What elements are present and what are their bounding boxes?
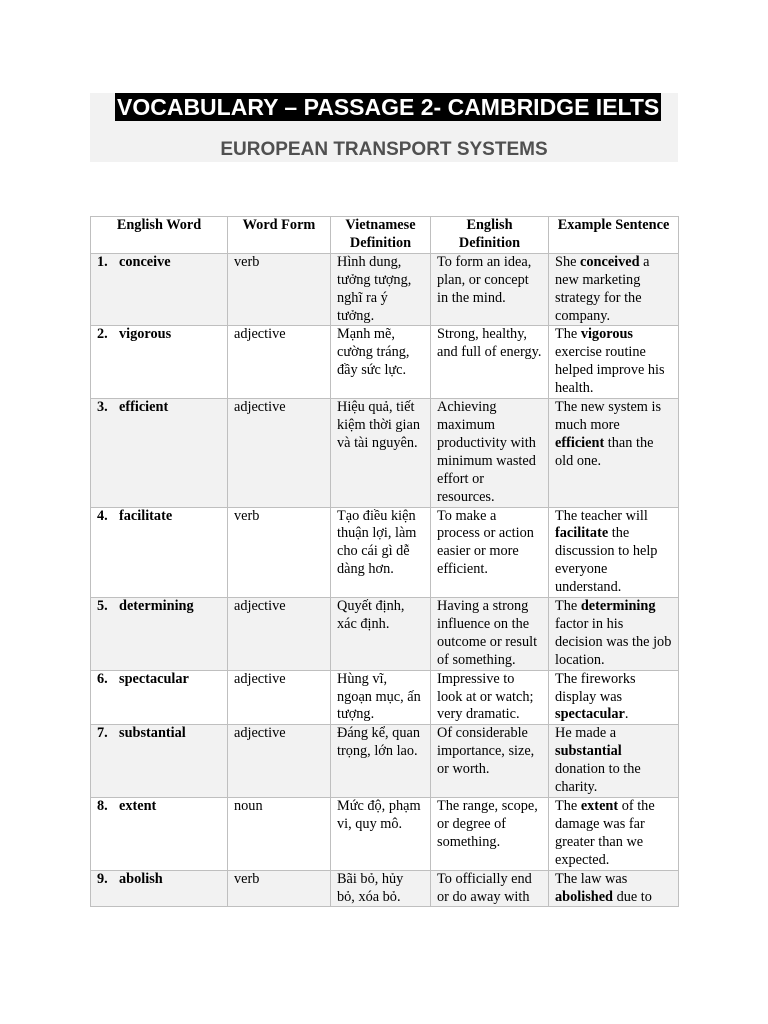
row-number: 5. [97, 598, 108, 615]
vocab-word: efficient [119, 399, 169, 416]
example-highlight: conceived [580, 253, 640, 270]
row-number: 4. [97, 507, 108, 524]
row-number: 2. [97, 326, 108, 343]
example-text: The [555, 598, 581, 615]
word-form-cell: verb [228, 253, 331, 326]
vocab-word: substantial [119, 725, 186, 742]
word-form-cell: verb [228, 870, 331, 907]
document-title: VOCABULARY – PASSAGE 2- CAMBRIDGE IELTS [117, 94, 660, 120]
word-form-cell: adjective [228, 670, 331, 725]
english-definition-cell: The range, scope, or degree of something. [431, 798, 549, 871]
example-text: a new marketing strategy for the company. [555, 253, 650, 324]
example-text: donation to the charity. [555, 761, 641, 796]
example-sentence-cell [549, 253, 679, 326]
table-row [91, 253, 679, 326]
english-definition-cell: Achieving maximum productivity with minimum wasted effort or resources. [431, 399, 549, 507]
vocab-word: abolish [119, 870, 163, 887]
header-vietnamese-definition: Vietnamese Definition [331, 217, 431, 254]
document-subtitle: EUROPEAN TRANSPORT SYSTEMS [220, 139, 548, 160]
example-text: factor in his decision was the job location. [555, 615, 672, 668]
example-sentence-cell [549, 798, 679, 871]
header-english-definition: English Definition [431, 217, 549, 254]
vietnamese-definition-cell: Mức độ, phạm vi, quy mô. [331, 798, 431, 871]
example-text: She [555, 253, 581, 270]
vocabulary-table [90, 216, 679, 907]
row-number: 3. [97, 399, 108, 416]
example-text: due to [613, 888, 652, 905]
table-row [91, 725, 679, 798]
english-definition-cell: To form an idea, plan, or concept in the mind. [431, 253, 549, 326]
row-number: 9. [97, 870, 108, 887]
example-sentence-cell [549, 725, 679, 798]
example-text: than the old one. [555, 434, 654, 469]
vietnamese-definition-cell: Tạo điều kiện thuận lợi, làm cho cái gì dễ dàng hơn. [331, 507, 431, 598]
example-sentence-cell [549, 507, 679, 598]
word-cell [91, 507, 228, 598]
example-text: He made a [555, 725, 617, 742]
example-highlight: spectacular [555, 706, 625, 723]
example-text: The [555, 798, 581, 814]
example-text: The law was [555, 870, 628, 887]
vietnamese-definition-cell: Quyết định, xác định. [331, 598, 431, 671]
english-definition-cell: Of considerable importance, size, or worth. [431, 725, 549, 798]
example-sentence-cell [549, 326, 679, 399]
vocab-word: determining [119, 598, 194, 615]
vietnamese-definition-cell: Mạnh mẽ, cường tráng, đầy sức lực. [331, 326, 431, 399]
table-row [91, 798, 679, 871]
header-word-form: Word Form [228, 217, 331, 254]
row-number: 8. [97, 798, 108, 814]
english-definition-cell: Having a strong influence on the outcome or result of something. [431, 598, 549, 671]
word-form-cell: adjective [228, 725, 331, 798]
example-highlight: facilitate [555, 525, 609, 542]
example-highlight: extent [580, 798, 619, 814]
example-sentence-cell [549, 598, 679, 671]
word-cell [91, 326, 228, 399]
word-cell [91, 798, 228, 871]
english-definition-cell: Strong, healthy, and full of energy. [431, 326, 549, 399]
example-text: The teacher will [555, 507, 648, 524]
table-row [91, 670, 679, 725]
example-sentence-cell [549, 399, 679, 507]
vocab-word: conceive [119, 253, 171, 270]
example-text: the discussion to help everyone understand. [555, 525, 658, 596]
row-number: 7. [97, 725, 108, 742]
vietnamese-definition-cell: Hùng vĩ, ngoạn mục, ấn tượng. [331, 670, 431, 725]
word-form-cell: adjective [228, 598, 331, 671]
example-text: The [555, 326, 581, 343]
vocab-word: vigorous [119, 326, 172, 343]
word-form-cell: verb [228, 507, 331, 598]
row-number: 6. [97, 670, 108, 687]
word-form-cell: adjective [228, 399, 331, 507]
table-row [91, 507, 679, 598]
vocab-word: facilitate [119, 507, 173, 524]
example-text: The fireworks display was [555, 670, 636, 705]
table-row [91, 870, 679, 907]
english-definition-cell: To make a process or action easier or more efficient. [431, 507, 549, 598]
example-sentence-cell [549, 870, 679, 907]
example-text: exercise routine helped improve his health. [555, 344, 665, 397]
english-definition-cell: Impressive to look at or watch; very dramatic. [431, 670, 549, 725]
word-form-cell: adjective [228, 326, 331, 399]
word-cell [91, 253, 228, 326]
header-english-word: English Word [91, 217, 228, 254]
table-header-row [91, 217, 679, 254]
table-row [91, 598, 679, 671]
example-text: of the damage was far greater than we expected. [555, 798, 655, 868]
example-text: The new system is much more [555, 399, 662, 433]
vietnamese-definition-cell: Hiệu quả, tiết kiệm thời gian và tài nguyên. [331, 399, 431, 507]
vocab-word: spectacular [119, 670, 189, 687]
word-form-cell: noun [228, 798, 331, 871]
word-cell [91, 870, 228, 907]
word-cell [91, 670, 228, 725]
example-highlight: determining [580, 598, 656, 615]
header-example-sentence: Example Sentence [549, 217, 679, 254]
word-cell [91, 725, 228, 798]
example-highlight: vigorous [580, 326, 633, 343]
vietnamese-definition-cell: Bãi bỏ, hủy bỏ, xóa bỏ. [331, 870, 431, 907]
example-text: . [624, 706, 629, 723]
table-row [91, 399, 679, 507]
vietnamese-definition-cell: Hình dung, tưởng tượng, nghĩ ra ý tưởng. [331, 253, 431, 326]
table-row [91, 326, 679, 399]
example-highlight: abolished [555, 888, 614, 905]
example-highlight: efficient [555, 434, 605, 451]
example-highlight: substantial [555, 743, 622, 760]
example-sentence-cell [549, 670, 679, 725]
word-cell [91, 598, 228, 671]
row-number: 1. [97, 253, 108, 270]
english-definition-cell: To officially end or do away with [431, 870, 549, 907]
vietnamese-definition-cell: Đáng kể, quan trọng, lớn lao. [331, 725, 431, 798]
word-cell [91, 399, 228, 507]
vocab-word: extent [119, 798, 157, 814]
